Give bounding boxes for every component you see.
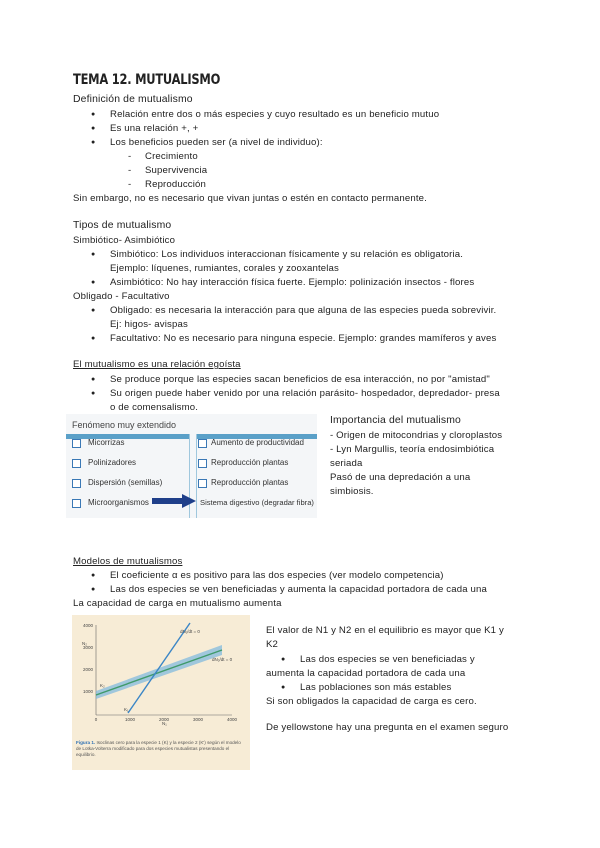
tipos-bullet-cont: Ejemplo: líquenes, rumiantes, corales y zooxantelas xyxy=(110,263,339,274)
y-tick-label: 1000 xyxy=(82,689,93,694)
fenomeno-table-figure xyxy=(66,414,317,518)
isocline-1-label: dN₁/dt = 0 xyxy=(180,629,200,634)
x-tick-label: 1000 xyxy=(124,717,136,722)
importancia-line: - Origen de mitocondrias y cloroplastos xyxy=(330,430,503,441)
isoclinas-chart xyxy=(72,615,250,740)
checkbox-icon xyxy=(72,439,81,448)
table-cell: Sistema digestivo (degradar fibra) xyxy=(200,498,314,507)
table-cell: Reproducción plantas xyxy=(211,478,289,487)
definicion-nota: Sin embargo, no es necesario que vivan juntas o estén en contacto permanente. xyxy=(73,193,427,204)
x-tick-label: 0 xyxy=(94,717,98,722)
y-tick-label: 3000 xyxy=(82,645,93,650)
tipos-bullet: ● Simbiótico: Los individuos interaccionan físicamente y su relación es obligatoria. xyxy=(110,248,463,261)
equilibrio-line: De yellowstone hay una pregunta en el examen seguro xyxy=(266,722,509,733)
figure-caption-text: Isoclinas cero para la especie 1 (K) y la especie 2 (K') según el modelo de Lotka-Volterra modificado para dos especies mutualistas presentando el equilibrio. xyxy=(76,740,241,757)
table-header-bar xyxy=(66,434,189,439)
tipos-heading: Tipos de mutualismo xyxy=(73,220,172,231)
importancia-line: - Lyn Margullis, teoría endosimbiótica xyxy=(330,444,495,455)
y-tick-label: 4000 xyxy=(82,623,93,628)
checkbox-icon xyxy=(198,479,207,488)
tipos-bullet: ● Facultativo: No es necesario para ninguna especie. Ejemplo: grandes mamíferos y aves xyxy=(110,332,496,345)
table-cell: Micorrizas xyxy=(88,438,125,447)
table-cell: Reproducción plantas xyxy=(211,458,289,467)
egoista-bullet-cont: o de comensalismo. xyxy=(110,402,199,413)
equilibrio-bullet: ● Las dos especies se ven beneficiadas y xyxy=(300,653,475,666)
x-axis-label: N₁ xyxy=(162,721,167,726)
x-tick-label: 3000 xyxy=(192,717,204,722)
table-cell: Aumento de productividad xyxy=(211,438,304,447)
modelos-bullet: ● El coeficiente α es positivo para las dos especies (ver modelo competencia) xyxy=(110,569,444,582)
definicion-subitem: - Supervivencia xyxy=(145,164,207,177)
x-tick-label: 4000 xyxy=(226,717,238,722)
arrow-right-icon xyxy=(152,494,196,508)
checkbox-icon xyxy=(72,479,81,488)
definicion-bullet: ● Relación entre dos o más especies y cuyo resultado es un beneficio mutuo xyxy=(110,108,439,121)
tipos-bullet: ● Asimbiótico: No hay interacción física fuerte. Ejemplo: polinización insectos - flores xyxy=(110,276,474,289)
tipos-bullet: ● Obligado: es necesaria la interacción para que alguna de las especies pueda sobrevivir. xyxy=(110,304,496,317)
x-tick-label: 2000 xyxy=(158,717,170,722)
page-title: TEMA 12. MUTUALISMO xyxy=(73,72,221,88)
isocline-2-line xyxy=(96,650,222,695)
importancia-line: seriada xyxy=(330,458,363,469)
y-axis-label: N₂ xyxy=(82,641,87,646)
definicion-heading: Definición de mutualismo xyxy=(73,94,193,105)
definicion-bullet: ● Los beneficios pueden ser (a nivel de individuo): xyxy=(110,136,323,149)
equilibrio-bullet: ● Las poblaciones son más estables xyxy=(300,681,451,694)
equilibrio-line: Si son obligados la capacidad de carga es cero. xyxy=(266,696,477,707)
importancia-heading: Importancia del mutualismo xyxy=(330,415,461,426)
definicion-subitem: - Reproducción xyxy=(145,178,206,191)
importancia-line: simbiosis. xyxy=(330,486,374,497)
isoclinas-chart-figure xyxy=(72,615,250,770)
tipos-subheading: Simbiótico- Asimbiótico xyxy=(73,235,176,246)
equilibrio-line: El valor de N1 y N2 en el equilibrio es mayor que K1 y xyxy=(266,625,504,636)
tipos-subheading: Obligado - Facultativo xyxy=(73,291,170,302)
definicion-subitem: - Crecimiento xyxy=(145,150,198,163)
table-cell: Polinizadores xyxy=(88,458,137,467)
table-header: Fenómeno muy extendido xyxy=(72,420,177,430)
modelos-heading: Modelos de mutualismos xyxy=(73,556,183,567)
modelos-nota: La capacidad de carga en mutualismo aumenta xyxy=(73,598,282,609)
definicion-bullet: ● Es una relación +, + xyxy=(110,122,198,135)
figure-caption xyxy=(76,740,246,758)
isocline-2-label: dN₂/dt = 0 xyxy=(212,657,233,662)
checkbox-icon xyxy=(198,459,207,468)
k2-label: K₂ xyxy=(100,683,105,688)
equilibrio-line: K2 xyxy=(266,639,279,650)
table-cell: Microorganismos xyxy=(88,498,149,507)
egoista-bullet: ● Su origen puede haber venido por una relación parásito- hospedador, depredador- presa xyxy=(110,387,500,400)
checkbox-icon xyxy=(198,439,207,448)
checkbox-icon xyxy=(72,499,81,508)
figure-caption-title: Figura 1. xyxy=(76,740,96,745)
importancia-line: Pasó de una depredación a una xyxy=(330,472,471,483)
modelos-bullet: ● Las dos especies se ven beneficiadas y aumenta la capacidad portadora de cada una xyxy=(110,583,487,596)
checkbox-icon xyxy=(72,459,81,468)
egoista-heading: El mutualismo es una relación egoísta xyxy=(73,359,241,370)
k1-label: K₁ xyxy=(124,707,129,712)
table-divider xyxy=(196,434,197,518)
y-tick-label: 2000 xyxy=(82,667,93,672)
egoista-bullet: ● Se produce porque las especies sacan beneficios de esa interacción, no por "amistad" xyxy=(110,373,490,386)
equilibrio-bullet-cont: aumenta la capacidad portadora de cada una xyxy=(266,668,466,679)
tipos-bullet-cont: Ej: higos- avispas xyxy=(110,319,188,330)
table-cell: Dispersión (semillas) xyxy=(88,478,163,487)
